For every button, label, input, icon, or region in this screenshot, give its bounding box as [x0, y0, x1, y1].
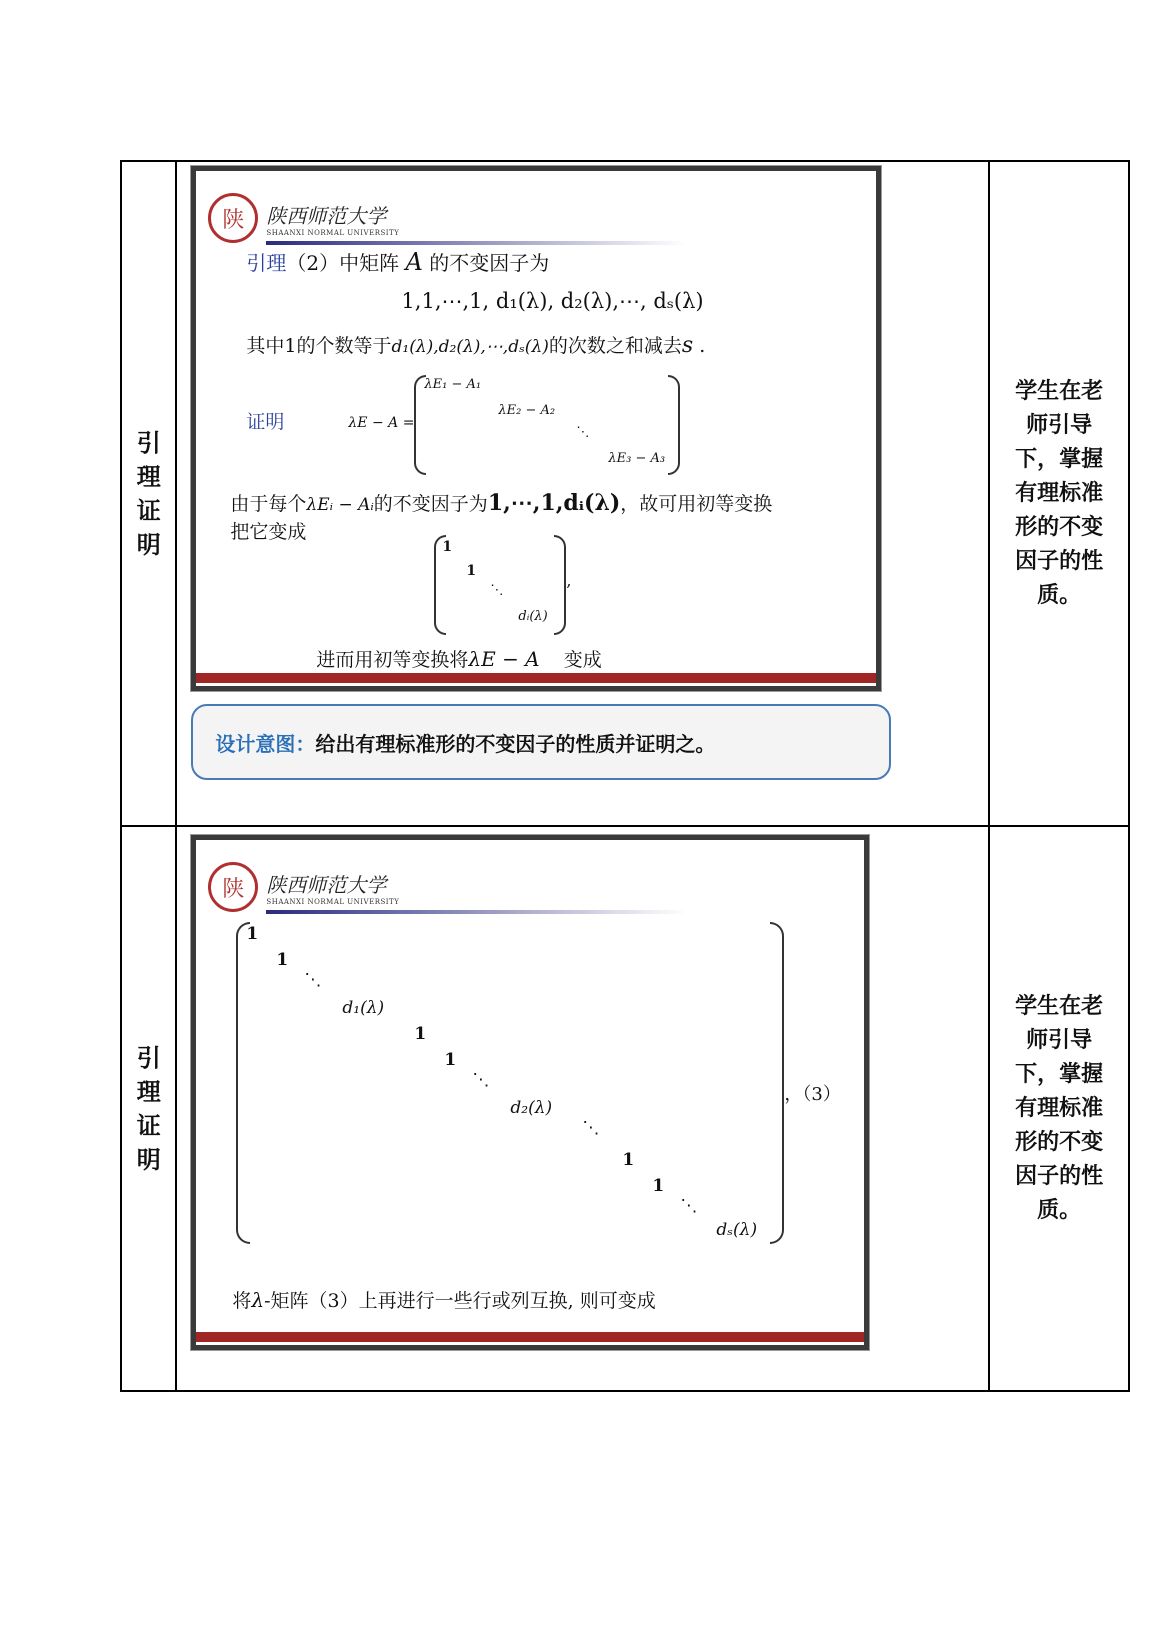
- count-s: s: [681, 333, 694, 358]
- note-cell: [989, 826, 1129, 1391]
- slide-bottom-bar: [196, 1332, 864, 1342]
- matrix-entry: d₁(λ): [342, 998, 385, 1018]
- bottom-text-b: -矩阵（3）上再进行一些行或列互换, 则可变成: [264, 1290, 656, 1312]
- university-name-en: SHAANXI NORMAL UNIVERSITY: [266, 228, 400, 237]
- count-end: .: [699, 335, 706, 357]
- matrix-entry: ⋱: [490, 583, 504, 598]
- row-label: 引理证明: [136, 428, 161, 559]
- matrix-entry: ⋱: [576, 425, 590, 440]
- slide: [191, 166, 881, 691]
- right-bracket: [668, 375, 680, 475]
- matrix-entry: ⋱: [472, 1070, 490, 1090]
- note-text: 学生在老师引导下，掌握有理标准形的不变因子的性质。: [1015, 993, 1104, 1223]
- matrix-entry: 1: [622, 1150, 635, 1170]
- university-logo: [208, 862, 399, 912]
- matrix-entry: λE₂ − A₂: [498, 403, 556, 418]
- matrix-comma: ,: [566, 571, 572, 590]
- content-cell: [176, 161, 989, 826]
- row-label: 引理证明: [136, 1043, 161, 1174]
- invariant-factors: 1,1,⋯,1, d₁(λ), d₂(λ),⋯, dₛ(λ): [401, 289, 704, 313]
- then-math: λE − A: [468, 647, 540, 671]
- design-label: 设计意图：: [215, 731, 316, 756]
- matrix-entry: ⋱: [304, 970, 322, 990]
- matrix-lhs: λE − A =: [348, 415, 415, 431]
- row-label-cell: [121, 161, 176, 826]
- matrix-entry: λE₃ − A₃: [608, 451, 666, 466]
- then-line: [316, 645, 601, 672]
- then-text-a: 进而用初等变换将: [316, 649, 469, 671]
- since-line: [230, 489, 772, 516]
- divider: [266, 910, 686, 914]
- matrix-entry: 1: [414, 1024, 427, 1044]
- content-cell: [176, 826, 989, 1391]
- design-intent-box: [191, 704, 891, 780]
- note-text: 学生在老师引导下，掌握有理标准形的不变因子的性质。: [1015, 378, 1104, 608]
- table-row: [121, 161, 1129, 826]
- matrix-entry: dₛ(λ): [716, 1220, 758, 1240]
- count-line: [246, 331, 705, 358]
- bottom-line: [232, 1286, 655, 1313]
- matrix-entry: 1: [442, 539, 453, 555]
- university-logo: [208, 193, 399, 243]
- slide-bottom-bar: [196, 673, 876, 683]
- since-text-a: 由于每个: [230, 493, 307, 515]
- then-text-b: 变成: [563, 649, 602, 671]
- equation-tag: ，（3）: [784, 1084, 841, 1105]
- right-bracket: [770, 922, 784, 1244]
- right-bracket: [554, 535, 566, 635]
- seal-icon: 陕: [208, 193, 258, 243]
- matrix-entry: ⋱: [582, 1118, 600, 1138]
- divider: [266, 241, 686, 245]
- matrix-entry: λE₁ − A₁: [424, 377, 482, 392]
- count-math: d₁(λ),d₂(λ),⋯,dₛ(λ): [391, 337, 549, 357]
- matrix-entry: ⋱: [680, 1196, 698, 1216]
- seal-icon: 陕: [208, 862, 258, 912]
- since-text-c: ，故可用初等变换: [620, 493, 773, 515]
- matrix-entry: 1: [246, 924, 259, 944]
- since-math: λEᵢ − Aᵢ: [306, 495, 374, 515]
- university-name-en: SHAANXI NORMAL UNIVERSITY: [266, 897, 400, 906]
- matrix-entry: 1: [444, 1050, 457, 1070]
- matrix-entry: d₂(λ): [510, 1098, 553, 1118]
- since-bold: 1,⋯,1,dᵢ(λ): [487, 490, 621, 516]
- since-text-b: 的不变因子为: [373, 493, 488, 515]
- lemma-line: [246, 247, 549, 276]
- lesson-table: [120, 160, 1130, 1392]
- university-name: [266, 200, 399, 237]
- matrix-entry: 1: [652, 1176, 665, 1196]
- lemma-text: （2）中矩阵: [286, 251, 400, 275]
- bottom-math: λ: [251, 1288, 265, 1312]
- university-name-cn: 陕西师范大学: [266, 203, 387, 228]
- lemma-tail: 的不变因子为: [429, 251, 550, 275]
- count-text-a: 其中1的个数等于: [246, 335, 392, 357]
- matrix-entry: dᵢ(λ): [518, 609, 548, 624]
- count-text-b: 的次数之和减去: [548, 335, 682, 357]
- lemma-label: 引理: [246, 251, 287, 275]
- bottom-text-a: 将: [232, 1290, 252, 1312]
- note-cell: [989, 161, 1129, 826]
- matrix-entry: 1: [276, 950, 289, 970]
- left-bracket: [236, 922, 250, 1244]
- since-text-d: 把它变成: [230, 521, 307, 543]
- university-name: [266, 869, 399, 906]
- slide: [191, 835, 869, 1350]
- table-row: [121, 826, 1129, 1391]
- design-text: 给出有理标准形的不变因子的性质并证明之。: [315, 731, 716, 756]
- row-label-cell: [121, 826, 176, 1391]
- lemma-matrix: A: [405, 248, 423, 276]
- university-name-cn: 陕西师范大学: [266, 872, 387, 897]
- matrix-entry: 1: [466, 563, 477, 579]
- proof-label: 证明: [246, 411, 285, 433]
